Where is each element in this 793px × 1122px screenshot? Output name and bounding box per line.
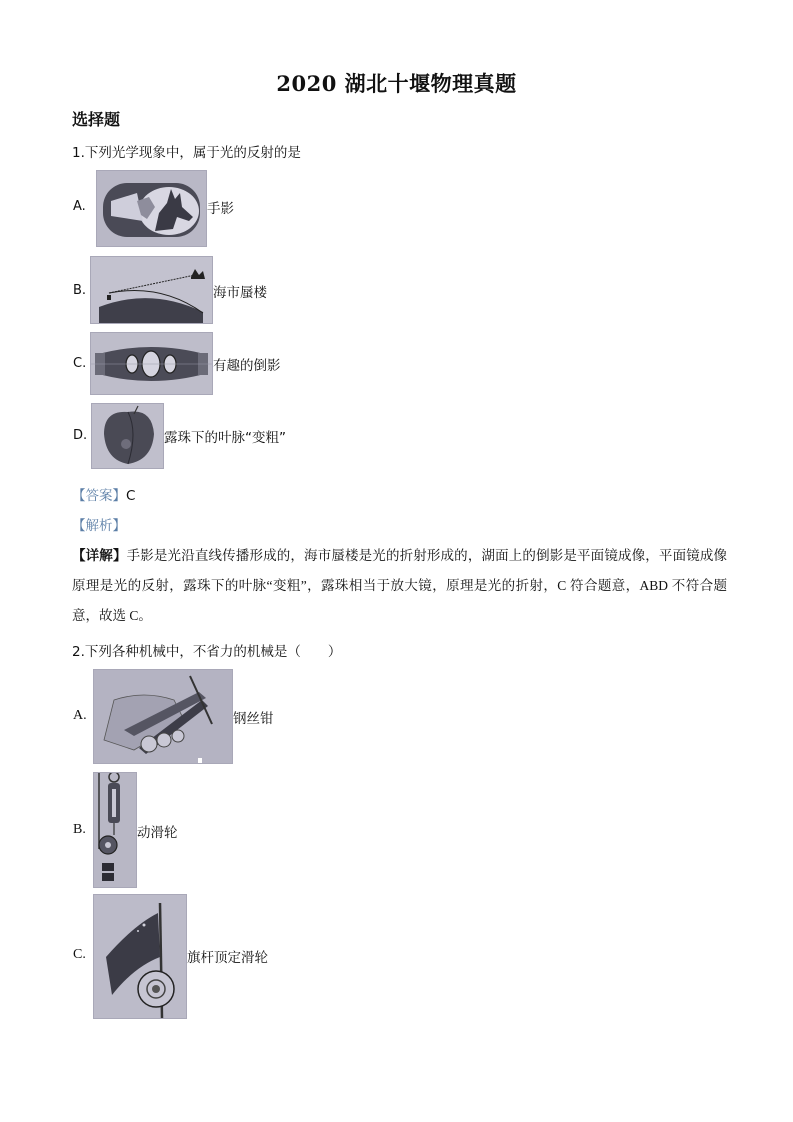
q2-option-a-text: 钢丝钳 [233,711,274,727]
q1-option-b-label: B. [73,283,87,298]
question-2-stem: 2.下列各种机械中，不省力的机械是（ ） [72,644,342,660]
q1-option-c-label: C. [73,356,87,371]
q2-option-c-label: C. [73,947,86,962]
pliers-image [93,669,233,764]
q1-option-a-text: 手影 [207,201,234,217]
q1-option-d-label: D. [73,428,88,443]
hand-shadow-image [96,170,207,247]
q1-option-d-text: 露珠下的叶脉“变粗” [164,430,286,446]
analysis-tag: 【解析】 [72,518,126,534]
hand-shadow-dog-icon [97,171,206,246]
q2-option-c-text: 旗杆顶定滑轮 [187,950,268,966]
q2-option-b-label: B. [73,822,86,837]
mirage-image [90,256,213,324]
leaf-dewdrop-image [91,403,164,469]
movable-pulley-image [93,772,137,888]
mirage-diagram-icon [91,257,212,323]
document-title: 2020 湖北十堰物理真题 [276,71,517,96]
detail-explanation [72,541,727,631]
detail-text: 手影是光沿直线传播形成的，海市蜃楼是光的折射形成的，湖面上的倒影是平面镜成像，平面镜成像原理是光的反射，露珠下的叶脉“变粗”，露珠相当于放大镜，原理是光的折射，C 符合题意，ABD 不符合题意，故选 C。 [72,548,728,623]
q2-option-a-label: A. [73,708,87,723]
bridge-reflection-icon [91,333,212,394]
q1-option-c-text: 有趣的倒影 [213,358,281,374]
movable-pulley-icon [94,773,136,887]
answer-tag: 【答案】 [72,488,126,504]
q1-option-a-label: A. [73,199,86,214]
leaf-dewdrop-icon [92,404,163,468]
bridge-reflection-image [90,332,213,395]
q1-option-b-text: 海市蜃楼 [213,285,267,301]
pliers-in-hand-icon [94,670,232,763]
q2-option-b-text: 动滑轮 [137,825,178,841]
detail-tag: 【详解】 [72,548,127,563]
answer-line [72,484,135,504]
section-heading: 选择题 [72,110,121,129]
question-1-stem: 1.下列光学现象中，属于光的反射的是 [72,145,301,161]
flagpole-fixed-pulley-icon [94,895,186,1018]
answer-value: C [126,488,136,504]
flagpole-pulley-image [93,894,187,1019]
